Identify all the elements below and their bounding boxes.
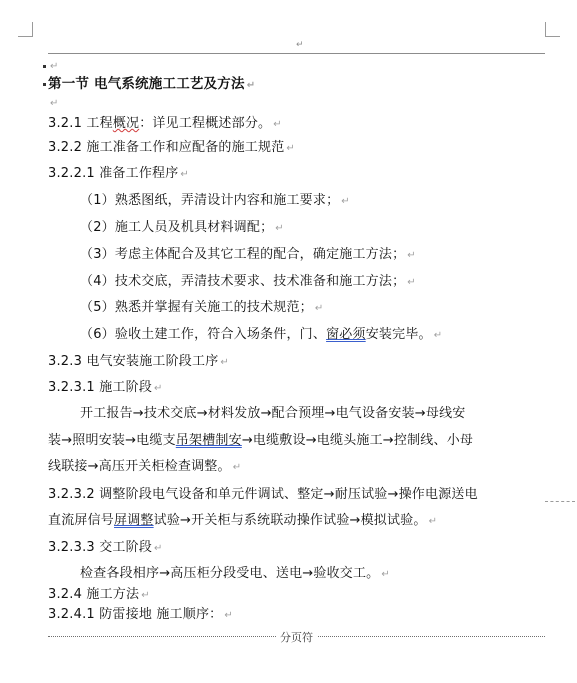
heading-text: 第一节 电气系统施工工艺及方法 [48, 76, 245, 92]
paragraph-mark: ↵ [50, 98, 59, 109]
page-break-rule-left [48, 636, 276, 637]
body-text-line[interactable] [80, 566, 390, 583]
paragraph-mark: ↵ [433, 330, 443, 341]
spelling-flag[interactable]: 概况 [112, 116, 140, 131]
text-run: 3.2.1 工程 [48, 116, 113, 131]
paragraph-mark: ↵ [286, 143, 296, 154]
paragraph-mark: ↵ [275, 223, 284, 234]
empty-paragraph[interactable] [48, 58, 59, 75]
crop-mark-top-left [18, 22, 33, 37]
paragraph-mark: ↵ [220, 357, 230, 368]
text-run: （6）验收土建工作，符合入场条件，门、 [80, 327, 327, 342]
paragraph-mark: ↵ [180, 169, 190, 180]
paragraph-mark: ↵ [141, 590, 150, 601]
text-run: 直流屏信号 [48, 513, 115, 528]
line-overflow-indicator [545, 501, 575, 502]
body-text-line[interactable] [48, 459, 241, 476]
paragraph-3-2-2-1[interactable] [48, 166, 189, 183]
text-run: 线联接→高压开关柜检查调整。 [48, 459, 231, 474]
text-run: 安装完毕。 [365, 327, 432, 342]
text-run: 3.2.3 电气安装施工阶段工序 [48, 354, 219, 369]
text-run: （2）施工人员及机具材料调配； [80, 220, 274, 235]
text-run: （3）考虑主体配合及其它工程的配合，确定施工方法； [80, 247, 406, 262]
paragraph-mark: ↵ [314, 303, 324, 314]
empty-paragraph[interactable] [48, 95, 59, 112]
text-run: 3.2.2 施工准备工作和应配备的施工规范 [48, 140, 285, 155]
paragraph-3-2-2[interactable] [48, 140, 295, 157]
text-run: 3.2.3.1 施工阶段 [48, 380, 153, 395]
page-break-rule-right [318, 636, 545, 637]
list-item[interactable] [80, 193, 350, 210]
text-run: 检查各段相序→高压柜分段受电、送电→验收交工。 [80, 566, 380, 581]
list-item[interactable] [80, 274, 416, 291]
grammar-flag[interactable]: 吊架槽制安 [175, 433, 242, 448]
text-run: 装→照明安装→电缆支 [48, 433, 176, 448]
list-item[interactable] [80, 247, 416, 264]
paragraph-mark: ↵ [50, 61, 59, 72]
paragraph-3-2-4[interactable] [48, 587, 150, 604]
text-run: 3.2.3.3 交工阶段 [48, 540, 153, 555]
text-run: 3.2.4.1 防雷接地 施工顺序： [48, 607, 223, 622]
grammar-flag[interactable]: 屏调整 [114, 513, 154, 528]
list-item[interactable] [80, 300, 323, 317]
page-break-label: 分页符 [280, 631, 313, 644]
paragraph-mark: ↵ [232, 462, 242, 473]
paragraph-mark: ↵ [407, 250, 416, 261]
text-run: 3.2.4 施工方法 [48, 587, 140, 602]
body-text-line[interactable] [48, 487, 478, 503]
body-text-line[interactable] [80, 406, 465, 422]
paragraph-mark: ↵ [428, 516, 438, 527]
paragraph-mark: ↵ [381, 569, 390, 580]
paragraph-mark: ↵ [407, 277, 416, 288]
list-item[interactable] [80, 327, 442, 344]
paragraph-3-2-1[interactable] [48, 116, 282, 133]
anchor-marker [43, 65, 46, 68]
paragraph-mark: ↵ [246, 80, 256, 91]
body-text-line[interactable] [48, 513, 437, 530]
text-run: 开工报告→技术交底→材料发放→配合预埋→电气设备安装→母线安 [80, 406, 466, 421]
paragraph-mark: ↵ [154, 543, 163, 554]
header-paragraph-mark: ↵ [296, 40, 304, 50]
anchor-marker [43, 83, 46, 86]
grammar-flag[interactable]: 窗必须 [326, 327, 366, 342]
paragraph-mark: ↵ [341, 196, 350, 207]
paragraph-mark: ↵ [273, 119, 282, 130]
text-run: 3.2.2.1 准备工作程序 [48, 166, 179, 181]
crop-mark-top-right [545, 22, 560, 37]
paragraph-mark: ↵ [154, 383, 163, 394]
text-run: →电缆敷设→电缆头施工→控制线、小母 [241, 433, 474, 448]
page-break[interactable] [48, 629, 545, 643]
header-border-line [48, 53, 545, 54]
paragraph-mark: ↵ [224, 610, 233, 621]
text-run: （4）技术交底，弄清技术要求、技术准备和施工方法； [80, 274, 406, 289]
text-run: 试验→开关柜与系统联动操作试验→模拟试验。 [153, 513, 427, 528]
body-text-line[interactable] [48, 433, 473, 449]
paragraph-3-2-4-1[interactable] [48, 607, 233, 624]
text-run: 3.2.3.2 调整阶段电气设备和单元件调试、整定→耐压试验→操作电源送电 [48, 487, 478, 502]
paragraph-3-2-3-3[interactable] [48, 540, 163, 557]
text-run: （1）熟悉图纸，弄清设计内容和施工要求； [80, 193, 340, 208]
text-run: （5）熟悉并掌握有关施工的技术规范； [80, 300, 313, 315]
paragraph-3-2-3[interactable] [48, 354, 229, 371]
paragraph-3-2-3-1[interactable] [48, 380, 163, 397]
list-item[interactable] [80, 220, 284, 237]
text-run: ：详见工程概述部分。 [139, 116, 272, 131]
section-heading[interactable] [48, 76, 255, 94]
